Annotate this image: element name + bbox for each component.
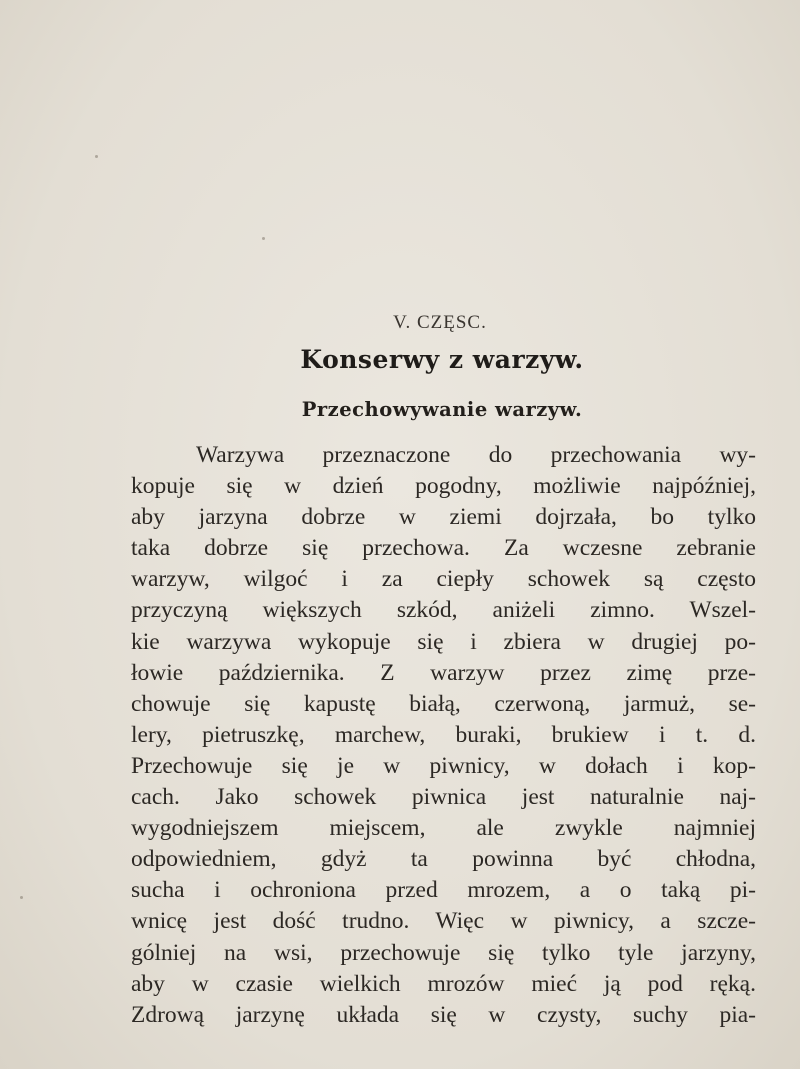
text-line: łowie października. Z warzyw przez zimę prze- [131, 659, 756, 686]
text-line: aby jarzyna dobrze w ziemi dojrzała, bo tylko [131, 504, 756, 531]
body-paragraph [131, 440, 756, 1031]
text-line: Warzywa przeznaczone do przechowania wy- [196, 442, 756, 468]
text-line: gólniej na wsi, przechowuje się tylko tyle jarzyny, [131, 939, 756, 966]
text-line: aby w czasie wielkich mrozów mieć ją pod ręką. [131, 970, 756, 997]
chapter-title: Konserwy z warzyw. [300, 345, 584, 374]
text-line: cach. Jako schowek piwnica jest naturalnie naj- [131, 784, 756, 811]
text-line: sucha i ochroniona przed mrozem, a o taką pi- [131, 877, 756, 904]
text-line: wygodniejszem miejscem, ale zwykle najmniej [131, 815, 756, 842]
text-line: przyczyną większych szkód, aniżeli zimno. Wszel- [131, 597, 756, 624]
text-line: chowuje się kapustę białą, czerwoną, jarmuż, se- [131, 690, 756, 717]
text-line: warzyw, wilgoć i za ciepły schowek są często [131, 566, 756, 593]
text-line: odpowiedniem, gdyż ta powinna być chłodna, [131, 846, 756, 873]
text-line: taka dobrze się przechowa. Za wczesne zebranie [131, 535, 756, 562]
text-line: lery, pietruszkę, marchew, buraki, brukiew i t. d. [131, 721, 756, 748]
text-line: Zdrową jarzynę układa się w czysty, suchy pia- [131, 1001, 756, 1028]
section-subtitle: Przechowywanie warzyw. [301, 398, 583, 421]
paper-speck [262, 237, 265, 240]
text-line: kie warzywa wykopuje się i zbiera w drugiej po- [131, 628, 756, 655]
paper-speck [95, 155, 98, 158]
part-heading: V. CZĘSC. [393, 312, 487, 333]
text-line: wnicę jest dość trudno. Więc w piwnicy, a szcze- [131, 908, 756, 935]
paper-speck [20, 896, 23, 899]
text-line: kopuje się w dzień pogodny, możliwie najpóźniej, [131, 473, 756, 500]
text-line: Przechowuje się je w piwnicy, w dołach i kop- [131, 752, 756, 779]
